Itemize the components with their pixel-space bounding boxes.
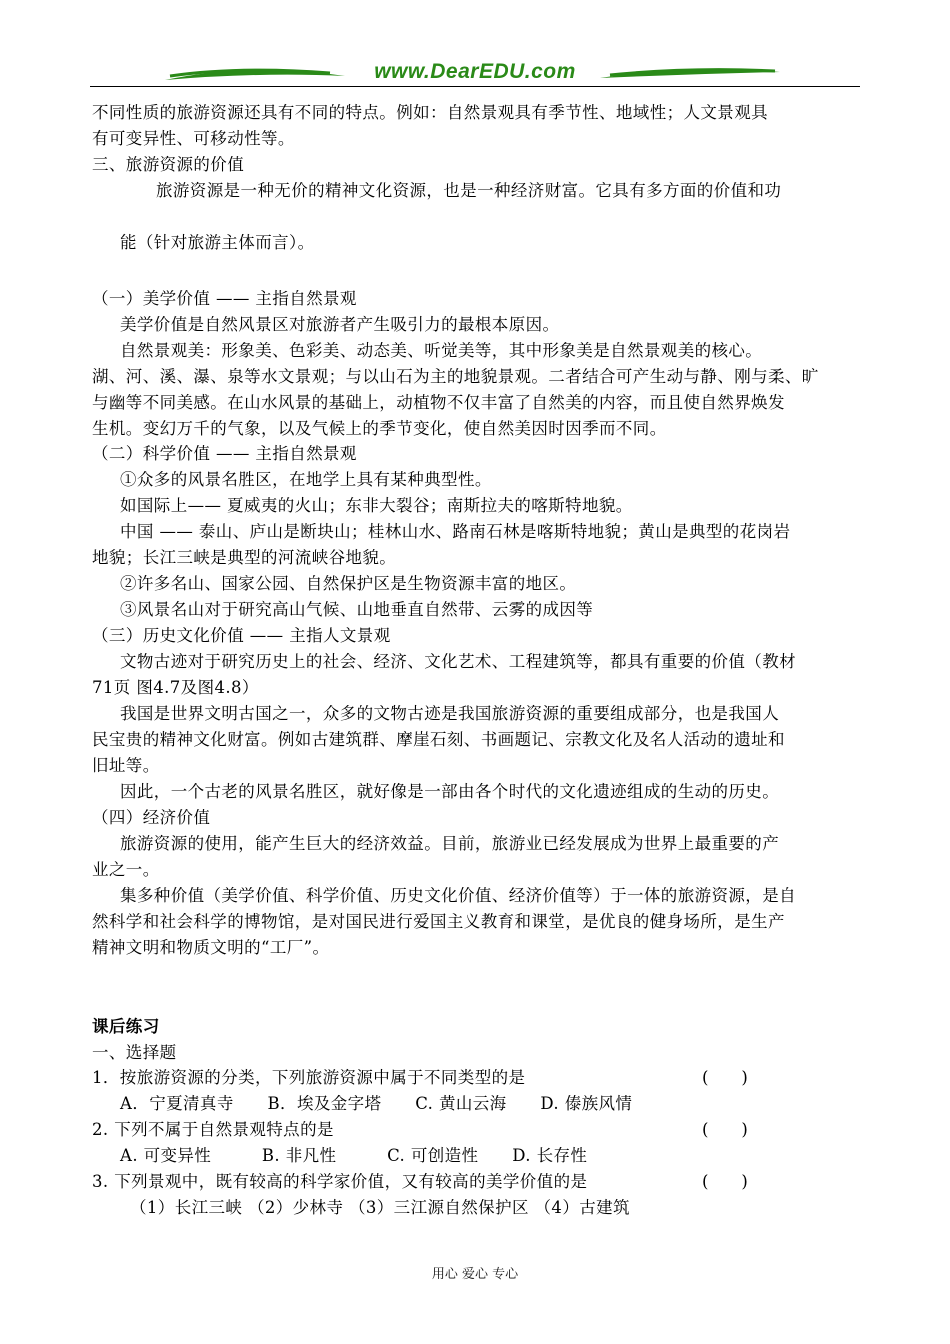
body-text-line: ②许多名山、国家公园、自然保护区是生物资源丰富的地区。 <box>120 574 577 593</box>
exercises-heading: 课后练习 <box>92 1017 160 1036</box>
site-logo-text[interactable]: www.DearEDU.com <box>374 60 576 83</box>
body-text-line: 不同性质的旅游资源还具有不同的特点。例如：自然景观具有季节性、地域性；人文景观具 <box>92 103 768 122</box>
question-1-options: A．宁夏清真寺 B．埃及金字塔 C. 黄山云海 D. 傣族风情 <box>120 1094 633 1113</box>
answer-blank[interactable]: ( ) <box>702 1068 748 1087</box>
subsection-heading: （二）科学价值 —— 主指自然景观 <box>92 444 357 463</box>
question-3-options: （1）长江三峡 （2）少林寺 （3）三江源自然保护区 （4）古建筑 <box>130 1198 630 1217</box>
body-text-line: 地貌；长江三峡是典型的河流峡谷地貌。 <box>92 548 397 567</box>
body-text-line: 因此，一个古老的风景名胜区，就好像是一部由各个时代的文化遗迹组成的生动的历史。 <box>120 782 780 801</box>
body-text-line: 旧址等。 <box>92 756 160 775</box>
body-text-line: ①众多的风景名胜区，在地学上具有某种典型性。 <box>120 470 492 489</box>
header-rule <box>90 86 860 87</box>
body-text-line: 生机。变幻万千的气象，以及气候上的季节变化，使自然美因时因季而不同。 <box>92 419 667 438</box>
body-text-line: 我国是世界文明古国之一，众多的文物古迹是我国旅游资源的重要组成部分，也是我国人 <box>120 704 780 723</box>
body-text-line: 71页 图4.7及图4.8） <box>92 678 259 697</box>
body-text-line: 中国 —— 泰山、庐山是断块山；桂林山水、路南石林是喀斯特地貌；黄山是典型的花岗岩 <box>120 522 791 541</box>
body-text-line: 旅游资源的使用，能产生巨大的经济效益。目前，旅游业已经发展成为世界上最重要的产 <box>120 834 780 853</box>
body-text-line: 如国际上—— 夏威夷的火山；东非大裂谷；南斯拉夫的喀斯特地貌。 <box>120 496 633 515</box>
body-text-line: 业之一。 <box>92 860 160 879</box>
body-text-line: 美学价值是自然风景区对旅游者产生吸引力的最根本原因。 <box>120 315 560 334</box>
question-2: 2. 下列不属于自然景观特点的是 <box>92 1120 334 1139</box>
body-text-line: 旅游资源是一种无价的精神文化资源，也是一种经济财富。它具有多方面的价值和功 <box>156 181 782 200</box>
body-text-line: 文物古迹对于研究历史上的社会、经济、文化艺术、工程建筑等，都具有重要的价值（教材 <box>120 652 796 671</box>
question-3: 3. 下列景观中，既有较高的科学家价值，又有较高的美学价值的是 <box>92 1172 588 1191</box>
question-2-options: A. 可变异性 B. 非凡性 C. 可创造性 D. 长存性 <box>120 1146 588 1165</box>
body-text-line: 与幽等不同美感。在山水风景的基础上，动植物不仅丰富了自然美的内容，而且使自然界焕发 <box>92 393 785 412</box>
body-text-line: 集多种价值（美学价值、科学价值、历史文化价值、经济价值等）于一体的旅游资源，是自 <box>120 886 796 905</box>
answer-blank[interactable]: ( ) <box>702 1120 748 1139</box>
exercises-section: 一、选择题 <box>92 1043 177 1062</box>
body-text-line: 自然景观美：形象美、色彩美、动态美、听觉美等，其中形象美是自然景观美的核心。 <box>120 341 763 360</box>
body-text-line: 有可变异性、可移动性等。 <box>92 129 295 148</box>
body-text-line: 能（针对旅游主体而言）。 <box>120 233 315 252</box>
page-footer: 用心 爱心 专心 <box>431 1267 519 1282</box>
section-heading: 三、旅游资源的价值 <box>92 155 245 174</box>
body-text-line: 然科学和社会科学的博物馆，是对国民进行爱国主义教育和课堂，是优良的健身场所，是生产 <box>92 912 785 931</box>
question-1: 1．按旅游资源的分类，下列旅游资源中属于不同类型的是 <box>92 1068 526 1087</box>
body-text-line: 精神文明和物质文明的“工厂”。 <box>92 938 330 957</box>
body-text-line: 民宝贵的精神文化财富。例如古建筑群、摩崖石刻、书画题记、宗教文化及名人活动的遗址和 <box>92 730 785 749</box>
answer-blank[interactable]: ( ) <box>702 1172 748 1191</box>
body-text-line: ③风景名山对于研究高山气候、山地垂直自然带、云雾的成因等 <box>120 600 594 619</box>
subsection-heading: （四）经济价值 <box>92 808 211 827</box>
subsection-heading: （三）历史文化价值 —— 主指人文景观 <box>92 626 391 645</box>
subsection-heading: （一）美学价值 —— 主指自然景观 <box>92 289 357 308</box>
body-text-line: 湖、河、溪、瀑、泉等水文景观；与以山石为主的地貌景观。二者结合可产生动与静、刚与柔、旷 <box>92 367 819 386</box>
